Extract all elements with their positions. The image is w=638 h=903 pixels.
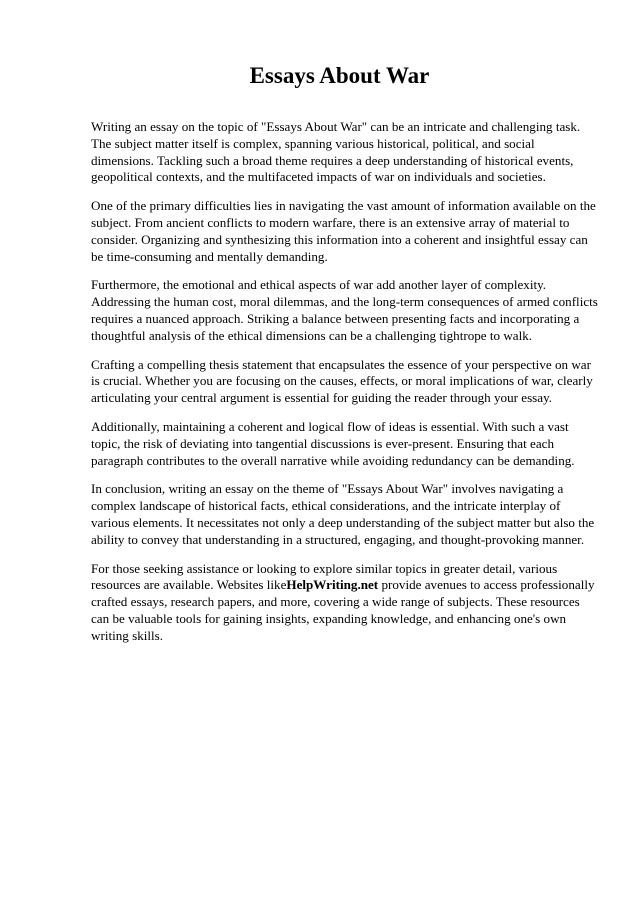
paragraph-intro: Writing an essay on the topic of "Essays About War" can be an intricate and challenging task. The subject matter itself is complex, spanning various historical, political, and social dimensions. Tackling such a broad theme requires a deep understanding of historical events, geopolitical contexts, and the multifaceted impacts of war on individuals and societies. [91, 119, 581, 185]
document-title: Essays About War [249, 63, 430, 88]
resources-text-before-link: For those seeking assistance or looking to explore similar topics in greater detail, various resources are available. Websites like [91, 560, 558, 593]
paragraph-conclusion: In conclusion, writing an essay on the theme of "Essays About War" involves navigating a complex landscape of historical facts, ethical considerations, and the intricate interplay of various elements. It necessitates not only a deep understanding of the subject matter but also the ability to convey that understanding in a structured, engaging, and thought-provoking manner. [91, 481, 595, 547]
paragraph-flow: Additionally, maintaining a coherent and logical flow of ideas is essential. With such a vast topic, the risk of deviating into tangential discussions is ever-present. Ensuring that each paragraph contributes to the overall narrative while avoiding redundancy can be demanding. [91, 418, 575, 468]
paragraph-difficulties: One of the primary difficulties lies in navigating the vast amount of information available on the subject. From ancient conflicts to modern warfare, there is an extensive array of material to consider. Organizing and synthesizing this information into a coherent and insightful essay can be time-consuming and mentally demanding. [91, 198, 596, 264]
paragraph-ethics: Furthermore, the emotional and ethical aspects of war add another layer of complexity. Addressing the human cost, moral dilemmas, and the long-term consequences of armed conflicts requires a nuanced approach. Striking a balance between presenting facts and incorporating a thoughtful analysis of the ethical dimensions can be a challenging tightrope to walk. [91, 277, 598, 343]
resources-text-after-link: provide avenues to access professionally crafted essays, research papers, and more, covering a wide range of subjects. These resources can be valuable tools for gaining insights, expanding knowledge, and enhancing one's own writing skills. [91, 577, 595, 643]
helpwriting-link[interactable]: HelpWriting.net [286, 577, 379, 593]
paragraph-resources [91, 561, 598, 645]
paragraph-thesis: Crafting a compelling thesis statement that encapsulates the essence of your perspective on war is crucial. Whether you are focusing on the causes, effects, or moral implications of war, clearly articulating your central argument is essential for guiding the reader through your essay. [91, 356, 593, 406]
